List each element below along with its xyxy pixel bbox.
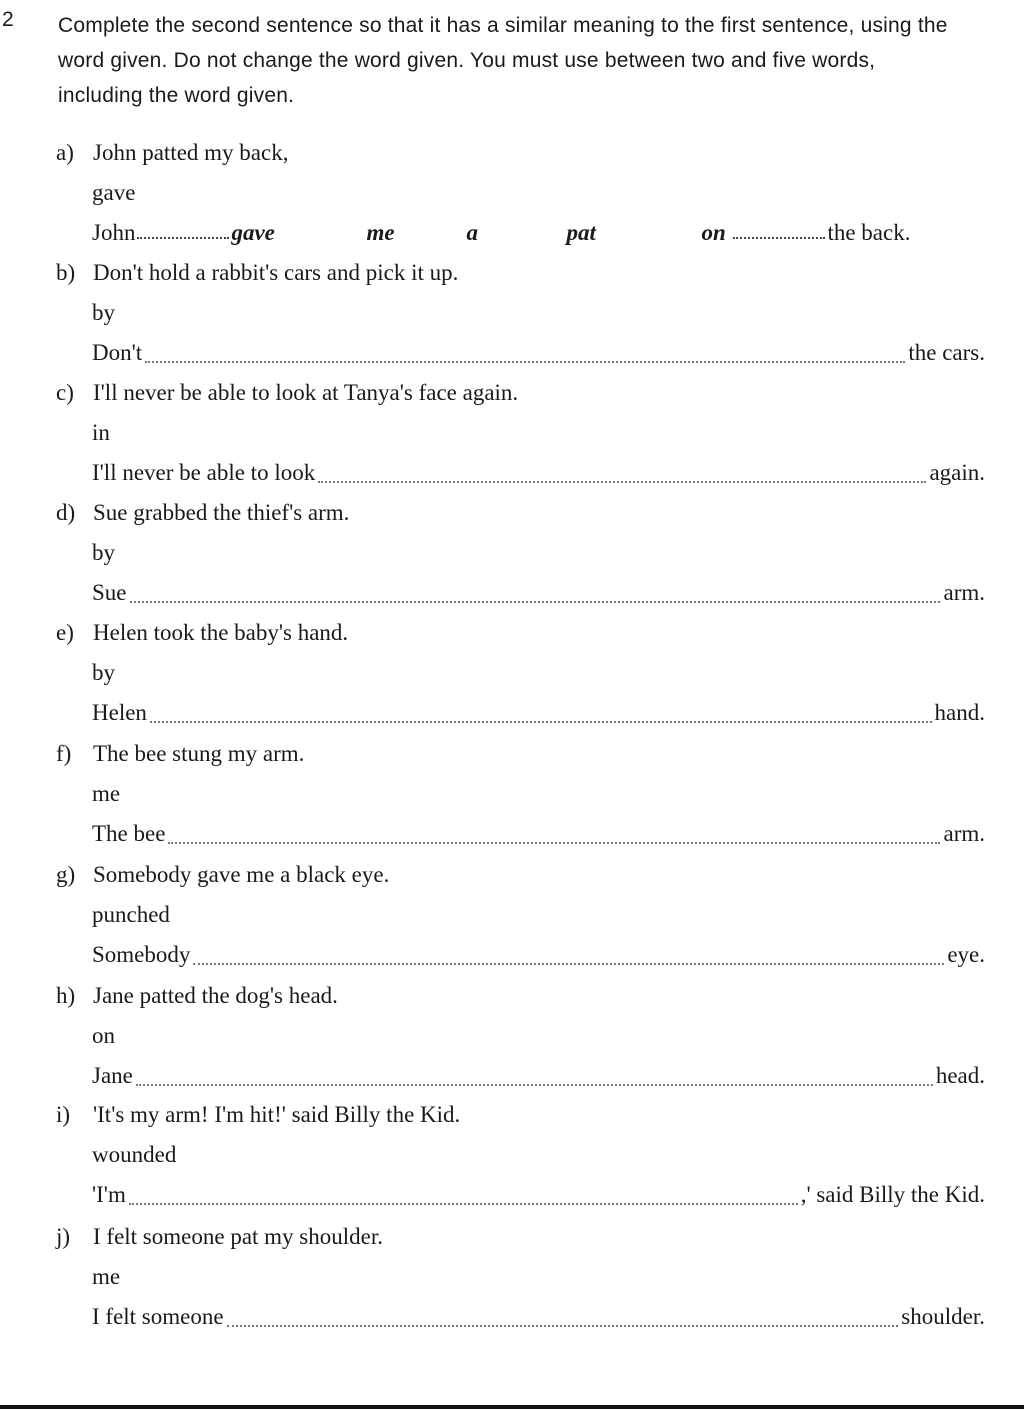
key-word: on: [92, 1023, 115, 1048]
answer-line: [92, 821, 985, 851]
answer-end: the cars.: [908, 340, 985, 365]
exercise-item-e: [0, 620, 1024, 740]
bottom-divider: [0, 1405, 1024, 1409]
answer-blank[interactable]: [193, 962, 944, 965]
answer-line: [92, 460, 985, 490]
answer-line: [92, 340, 985, 370]
answer-end: shoulder.: [901, 1304, 985, 1329]
answer-end: head.: [935, 1063, 985, 1088]
answer-start: Helen: [92, 700, 147, 725]
answer-end: the back.: [827, 220, 911, 245]
item-letter: g): [56, 862, 76, 887]
answer-word: pat: [566, 220, 596, 245]
exercise-item-f: [0, 741, 1024, 861]
item-letter: h): [56, 983, 76, 1008]
answer-start: The bee: [92, 821, 166, 846]
answer-word: on: [701, 220, 726, 245]
original-sentence: The bee stung my arm.: [93, 741, 305, 766]
key-word: gave: [92, 180, 136, 205]
answer-line: [92, 580, 985, 610]
item-letter: a): [56, 140, 74, 165]
answer-word: a: [466, 220, 478, 245]
answer-blank[interactable]: [227, 1324, 899, 1327]
answer-blank[interactable]: [145, 360, 905, 363]
key-word: punched: [92, 902, 170, 927]
answer-blank[interactable]: [318, 480, 926, 483]
item-letter: f): [56, 741, 72, 766]
exercise-item-c: [0, 380, 1024, 500]
answer-start: I'll never be able to look: [92, 460, 316, 485]
original-sentence: Sue grabbed the thief's arm.: [93, 500, 350, 525]
answer-line: [92, 700, 985, 730]
answer-end: arm.: [943, 580, 985, 605]
answer-start: John: [92, 220, 136, 245]
answer-start: I felt someone: [92, 1304, 224, 1329]
key-word: me: [92, 781, 121, 806]
answer-blank: [137, 236, 229, 239]
answer-start: 'I'm: [92, 1182, 126, 1207]
original-sentence: John patted my back,: [93, 140, 289, 165]
key-word: wounded: [92, 1142, 177, 1167]
answer-end: arm.: [943, 821, 985, 846]
item-letter: c): [56, 380, 74, 405]
item-letter: d): [56, 500, 76, 525]
answer-end: eye.: [947, 942, 985, 967]
answer-line: [92, 1304, 985, 1334]
answer-blank[interactable]: [129, 1202, 798, 1205]
original-sentence: Don't hold a rabbit's cars and pick it up.: [93, 260, 459, 285]
exercise-item-d: [0, 500, 1024, 620]
answer-blank[interactable]: [168, 841, 940, 844]
answer-line: [92, 1063, 985, 1093]
answer-blank[interactable]: [136, 1083, 933, 1086]
item-letter: e): [56, 620, 74, 645]
exercise-item-g: [0, 862, 1024, 982]
task-instructions: Complete the second sentence so that it has a similar meaning to the first sentence, using the word given. Do not change the word given. You must use between two and five words, including the word given.: [58, 14, 948, 107]
exercise-item-a: [0, 140, 1024, 260]
original-sentence: Somebody gave me a black eye.: [93, 862, 390, 887]
exercise-item-i: [0, 1102, 1024, 1222]
key-word: me: [92, 1264, 121, 1289]
answer-start: Somebody: [92, 942, 191, 967]
answer-blank: [733, 236, 825, 239]
exercise-item-b: [0, 260, 1024, 380]
key-word: by: [92, 540, 115, 565]
answer-end: hand.: [934, 700, 985, 725]
original-sentence: I'll never be able to look at Tanya's face again.: [93, 380, 519, 405]
item-letter: b): [56, 260, 76, 285]
answer-start: Jane: [92, 1063, 133, 1088]
answer-blank[interactable]: [150, 720, 932, 723]
answer-start: Sue: [92, 580, 127, 605]
answer-start: Don't: [92, 340, 143, 365]
answer-blank[interactable]: [130, 600, 941, 603]
original-sentence: I felt someone pat my shoulder.: [93, 1224, 383, 1249]
original-sentence: 'It's my arm! I'm hit!' said Billy the Kid.: [93, 1102, 461, 1127]
answer-end: again.: [929, 460, 985, 485]
item-letter: j): [56, 1224, 71, 1249]
key-word: by: [92, 300, 115, 325]
answer-word: me: [366, 220, 395, 245]
task-number: 2: [2, 8, 14, 31]
answer-word: gave: [231, 220, 275, 245]
original-sentence: Jane patted the dog's head.: [93, 983, 338, 1008]
key-word: in: [92, 420, 110, 445]
answer-line: [92, 220, 985, 250]
item-letter: i): [56, 1102, 71, 1127]
exercise-item-j: [0, 1224, 1024, 1344]
answer-line: [92, 1182, 985, 1212]
original-sentence: Helen took the baby's hand.: [93, 620, 349, 645]
answer-end: ,' said Billy the Kid.: [800, 1182, 985, 1207]
key-word: by: [92, 660, 115, 685]
answer-line: [92, 942, 985, 972]
exercise-item-h: [0, 983, 1024, 1103]
